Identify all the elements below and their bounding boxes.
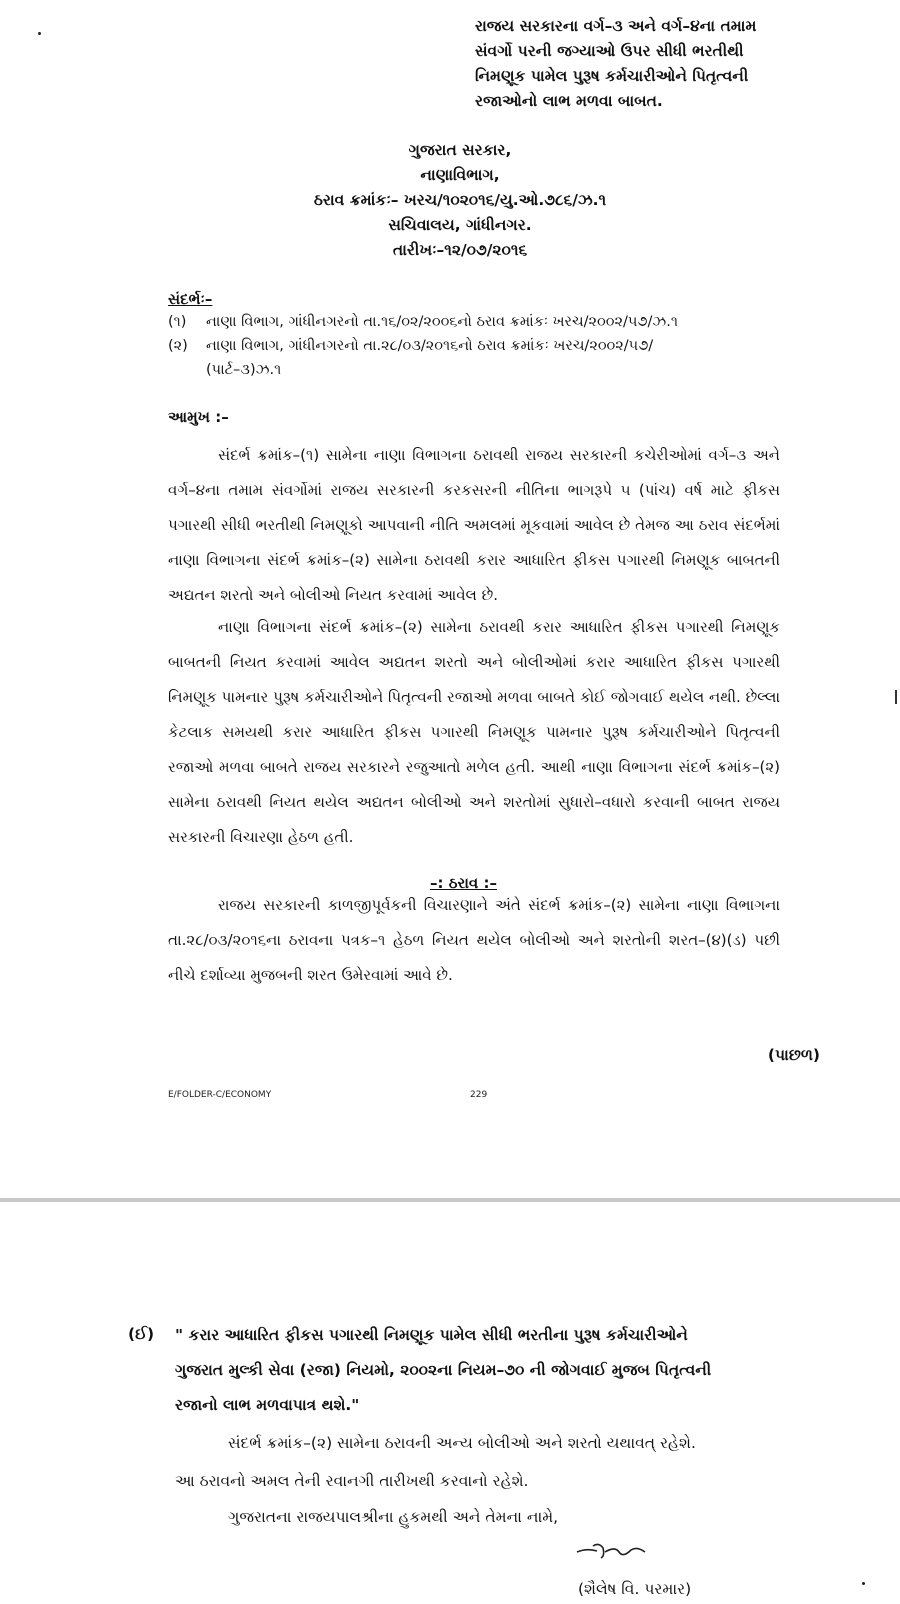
subject-line: નિમણૂક પામેલ પુરૂષ કર્મચારીઓને પિતૃત્વની: [475, 67, 749, 85]
subject-line: રજાઓનો લાભ મળવા બાબત.: [475, 92, 663, 110]
references-label: સંદર્ભઃ–: [168, 290, 213, 308]
scan-mark: [895, 690, 897, 704]
department-name: નાણાવિભાગ,: [420, 166, 500, 184]
clause-line: ગુજરાત મુલ્કી સેવા (રજા) નિયમો, ૨૦૦૨ના નિયમ–૭૦ ની જોગવાઈ મુજબ પિતૃત્વની: [175, 1361, 712, 1379]
continued-marker: (પાછળ): [767, 1046, 820, 1064]
reference-number: (૨): [168, 338, 188, 354]
reference-text: નાણા વિભાગ, ગાંધીનગરનો તા.૨૮/૦૩/૨૦૧૬નો ઠરાવ ક્રમાંકઃ ખરચ/૨૦૦૨/૫૭/: [206, 338, 654, 354]
clause-label: (ઈ): [128, 1325, 155, 1343]
resolution-title: –: ઠરાવ :–: [430, 874, 497, 892]
clause-line: રજાનો લાભ મળવાપાત્ર થશે.": [175, 1396, 360, 1414]
clause-line: " કરાર આધારિત ફીકસ પગારથી નિમણૂક પામેલ સીધી ભરતીના પુરૂષ કર્મચારીઓને: [175, 1326, 688, 1344]
page-number: 229: [470, 1090, 488, 1100]
government-name: ગુજરાત સરકાર,: [408, 141, 512, 159]
subject-line: સંવર્ગો પરની જગ્યાઓ ઉપર સીધી ભરતીથી: [475, 42, 744, 60]
date: તારીખઃ–૧૨/૦૭/૨૦૧૬: [392, 241, 528, 259]
reference-text: નાણા વિભાગ, ગાંધીનગરનો તા.૧૬/૦૨/૨૦૦૬નો ઠરાવ ક્રમાંકઃ ખરચ/૨૦૦૨/૫૭/ઝ.૧: [206, 314, 678, 330]
scan-speck: [862, 1582, 865, 1585]
subject-block: [475, 14, 795, 114]
preamble-label: આમુખ :–: [168, 408, 229, 426]
other-conditions-line: સંદર્ભ ક્રમાંક–(૨) સામેના ઠરાવની અન્ય બોલીઓ અને શરતો યથાવત્ રહેશે.: [228, 1434, 696, 1452]
subject-line: રાજય સરકારના વર્ગ–૩ અને વર્ગ–૪ના તમામ: [475, 17, 757, 35]
by-order-line: ગુજરાતના રાજયપાલશ્રીના હુકમથી અને તેમના નામે,: [228, 1508, 559, 1526]
signature-scribble: [575, 1538, 655, 1562]
signatory-name: (શૈલેષ વિ. પરમાર): [578, 1580, 692, 1598]
reference-text-continued: (પાર્ટ–૩)ઝ.૧: [206, 362, 282, 378]
resolution-paragraph: રાજય સરકારની કાળજીપૂર્વકની વિચારણાને અંતે સંદર્ભ ક્રમાંક–(૨) સામેના નાણા વિભાગના તા.૨૮/૦૩/૨૦૧૬ના ઠરાવના પત્રક–૧ હેઠળ નિયત થયેલ બોલીઓ અને શરતોની શરત–(૪)(ડ) પછી નીચે દર્શાવ્યા મુજબની શરત ઉમેરવામાં આવે છે.: [168, 896, 780, 984]
new-clause: [175, 1318, 775, 1423]
place: સચિવાલય, ગાંધીનગર.: [388, 216, 532, 234]
reference-number: (૧): [168, 314, 187, 330]
resolution-number: ઠરાવ ક્રમાંકઃ– ખરચ/૧૦૨૦૧૬/યુ.ઓ.૭૮૬/ઝ.૧: [313, 191, 607, 209]
preamble-paragraph-1: સંદર્ભ ક્રમાંક–(૧) સામેના નાણા વિભાગના ઠરાવથી રાજય સરકારની કચેરીઓમાં વર્ગ–૩ અને વર્ગ–૪ના તમામ સંવર્ગોમાં રાજય સરકારની કરકસરની નીતિના ભાગરૂપે ૫ (પાંચ) વર્ષ માટે ફીકસ પગારથી સીધી ભરતીથી નિમણૂકો આપવાની નીતિ અમલમાં મૂકવામાં આવેલ છે તેમજ આ ઠરાવ સંદર્ભમાં નાણા વિભાગના સંદર્ભ ક્રમાંક–(૨) સામેના ઠરાવથી કરાર આધારિત ફીકસ પગારથી નિમણૂક બાબતની અદ્યતન શરતો અને બોલીઓ નિયત કરવામાં આવેલ છે.: [168, 446, 780, 604]
scan-speck: [38, 32, 41, 35]
folder-path: E/FOLDER-C/ECONOMY: [168, 1090, 272, 1100]
effective-date-line: આ ઠરાવનો અમલ તેની રવાનગી તારીખથી કરવાનો રહેશે.: [175, 1472, 529, 1490]
preamble-paragraph-2: નાણા વિભાગના સંદર્ભ ક્રમાંક–(૨) સામેના ઠરાવથી કરાર આધારિત ફીકસ પગારથી નિમણૂક બાબતની નિયત કરવામાં આવેલ અદ્યતન શરતો અને બોલીઓમાં કરાર આધારિત ફીકસ પગારથી નિમણૂક પામનાર પુરૂષ કર્મચારીઓને પિતૃત્વની રજાઓ મળવા બાબતે કોઈ જોગવાઈ થયેલ નથી. છેલ્લા કેટલાક સમયથી કરાર આધારિત ફીકસ પગારથી નિમણૂક પામનાર પુરૂષ કર્મચારીઓને પિતૃત્વની રજાઓ મળવા બાબતે રાજય સરકારને રજુઆતો મળેલ હતી. આથી નાણા વિભાગના સંદર્ભ ક્રમાંક–(૨) સામેના ઠરાવથી નિયત થયેલ અદ્યતન બોલીઓ અને શરતોમાં સુધારો–વધારો કરવાની બાબત રાજય સરકારની વિચારણા હેઠળ હતી.: [168, 618, 780, 846]
